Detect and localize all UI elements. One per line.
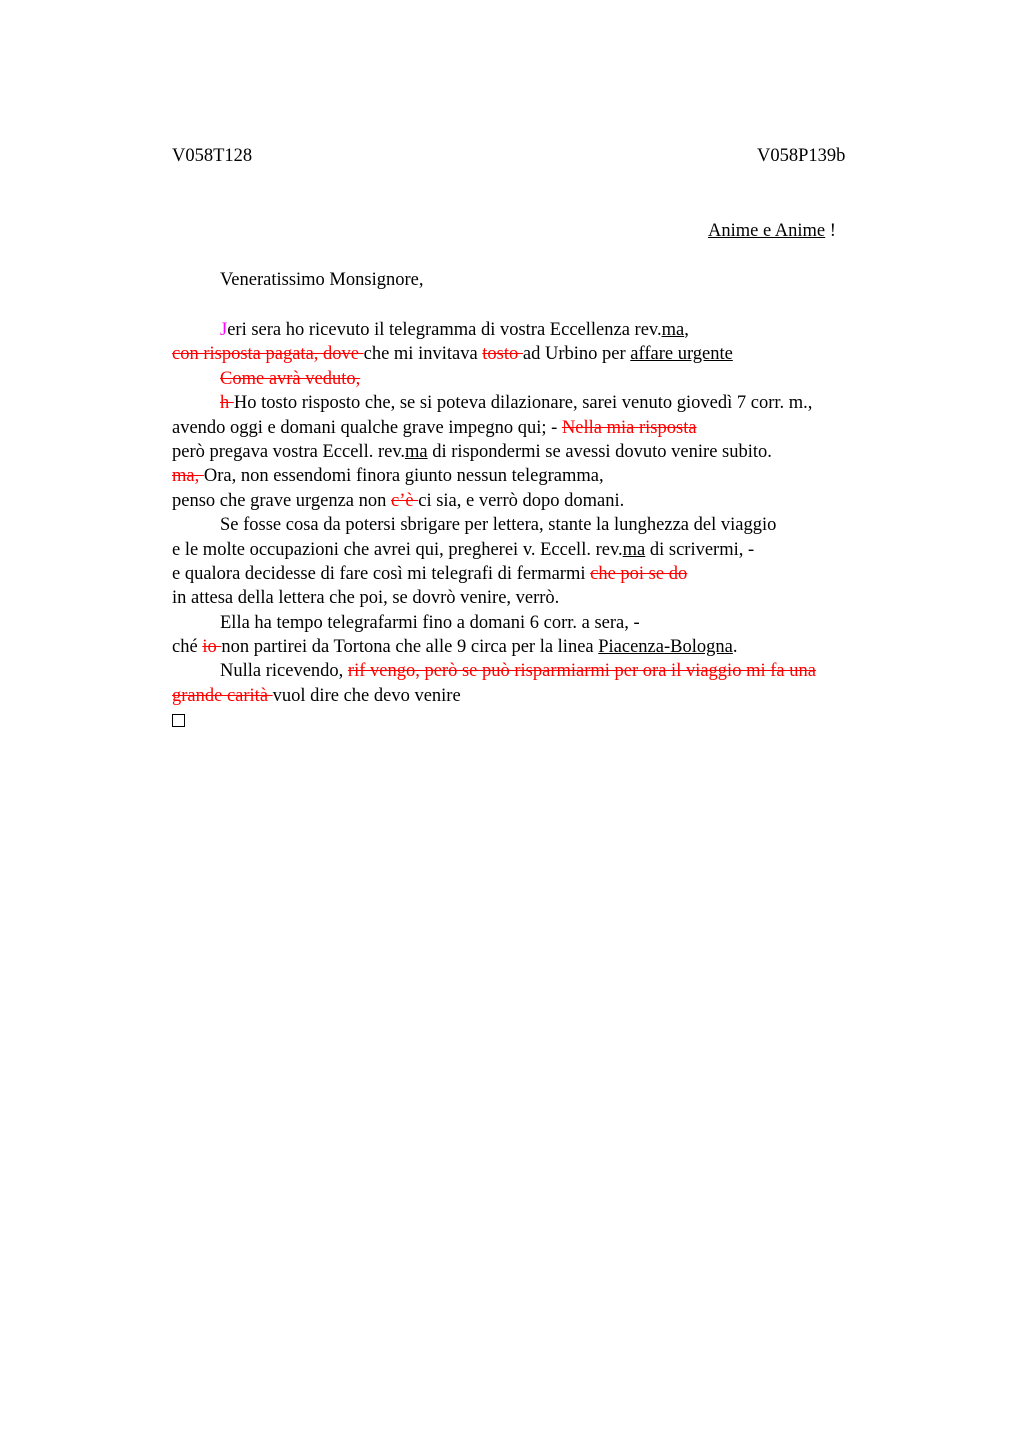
text-line (172, 489, 892, 513)
underlined-text: ma (622, 539, 646, 560)
title-text: Anime e Anime (708, 221, 826, 241)
line-text: Se fosse cosa da potersi sbrigare per lettera, stante la lunghezza del viaggio (220, 515, 777, 536)
line-text: ci sia, e verrò dopo domani. (418, 490, 625, 511)
text-line (172, 464, 892, 488)
line-text: , (684, 320, 689, 340)
line-text: che mi invitava (363, 344, 483, 365)
text-line (172, 611, 892, 635)
text-line (172, 513, 892, 537)
line-text: eri sera ho ricevuto il telegramma di vostra Eccellenza rev. (227, 320, 662, 340)
text-line (172, 659, 892, 683)
letter-title (708, 221, 836, 242)
line-text: vuol dire che devo venire (272, 685, 461, 706)
underlined-text: Piacenza-Bologna (598, 637, 733, 658)
end-marker-line (172, 708, 892, 732)
line-text: Nulla ricevendo, (220, 661, 348, 682)
deleted-text: io (202, 637, 222, 658)
line-text: penso che grave urgenza non (172, 490, 392, 511)
line-text: Ho tosto risposto che, se si poteva dilazionare, sarei venuto giovedì 7 corr. m., (233, 393, 813, 414)
line-text: di scrivermi, - (645, 539, 755, 560)
text-line (172, 586, 892, 610)
deleted-text: tosto (482, 344, 523, 365)
text-line (172, 684, 892, 708)
line-text: ad Urbino per (522, 344, 631, 365)
document-id-right: V058P139b (757, 146, 846, 166)
line-text: e qualora decidesse di fare così mi telegrafi di fermarmi (172, 563, 591, 584)
empty-square-icon (172, 714, 185, 727)
line-text: Ella ha tempo telegrafarmi fino a domani 6 corr. a sera, - (220, 612, 640, 633)
deleted-text: grande carità (172, 685, 273, 706)
title-suffix: ! (825, 221, 836, 241)
deleted-text: che poi se do (590, 563, 688, 584)
line-text: . (732, 637, 738, 658)
underlined-text: ma (405, 441, 428, 462)
line-text: ché (172, 637, 203, 658)
inserted-text: J (220, 320, 228, 340)
line-text: in attesa della lettera che poi, se dovrò venire, verrò. (172, 588, 560, 609)
underlined-text: ma (661, 320, 685, 340)
line-text: Ora, non essendomi finora giunto nessun telegramma, (203, 466, 604, 487)
line-text: non partirei da Tortona che alle 9 circa per la linea (221, 637, 599, 658)
underlined-text: affare urgente (630, 344, 733, 365)
text-line (172, 416, 892, 440)
line-text: avendo oggi e domani qualche grave impegno qui; - (172, 417, 562, 438)
text-line (172, 562, 892, 586)
deleted-text: h (220, 393, 234, 414)
line-text: però pregava vostra Eccell. rev. (172, 441, 406, 462)
line-text: e le molte occupazioni che avrei qui, pregherei v. Eccell. rev. (172, 539, 623, 560)
text-line (172, 538, 892, 562)
document-id-left: V058T128 (172, 146, 253, 166)
deleted-text: ma, (172, 466, 204, 487)
text-line (172, 635, 892, 659)
text-line (172, 342, 892, 366)
text-line (172, 391, 892, 415)
deleted-text: Come avrà veduto, (220, 368, 361, 389)
deleted-text: rif vengo, però se può risparmiarmi per ora il viaggio mi fa una (347, 661, 816, 682)
text-line (172, 318, 892, 342)
salutation: Veneratissimo Monsignore, (220, 270, 424, 290)
letter-body (172, 318, 892, 733)
line-text: di rispondermi se avessi dovuto venire subito. (427, 441, 772, 462)
text-line (172, 367, 892, 391)
deleted-text: con risposta pagata, dove (172, 344, 364, 365)
deleted-text: Nella mia risposta (561, 417, 697, 438)
deleted-text: c’è (391, 490, 419, 511)
text-line (172, 440, 892, 464)
